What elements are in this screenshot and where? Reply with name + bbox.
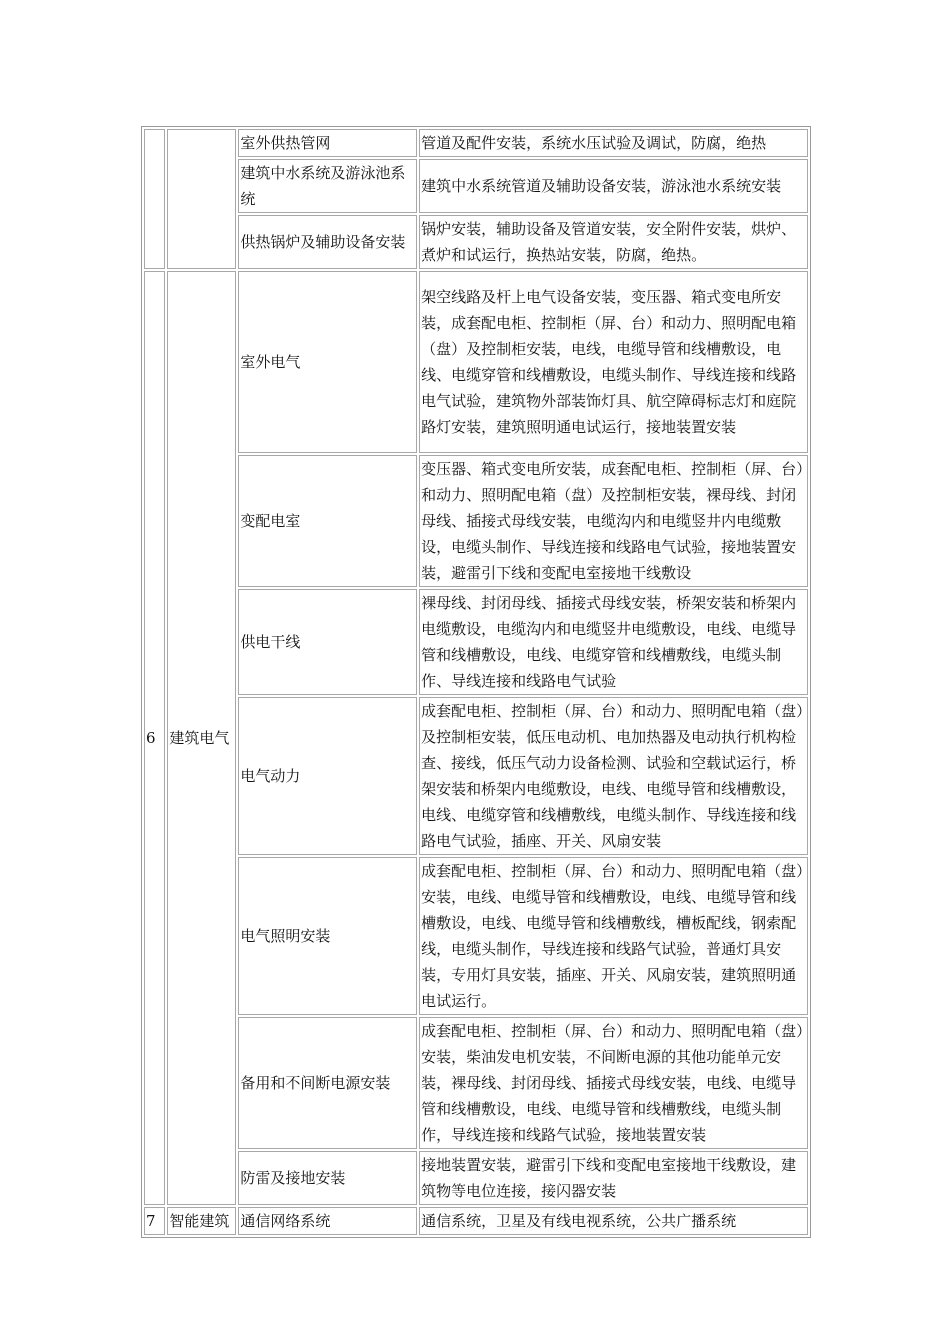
document-page <box>141 126 811 1238</box>
division-number-cell <box>144 129 165 269</box>
division-table <box>141 126 811 1238</box>
table-row <box>144 455 808 587</box>
subdivision-cell: 变配电室 <box>238 455 417 587</box>
division-name-cell: 智能建筑 <box>167 1207 236 1235</box>
subdivision-cell: 通信网络系统 <box>238 1207 417 1235</box>
content-cell: 接地装置安装，避雷引下线和变配电室接地干线敷设，建筑物等电位连接，接闪器安装 <box>419 1151 808 1205</box>
content-cell: 架空线路及杆上电气设备安装，变压器、箱式变电所安装，成套配电柜、控制柜（屏、台）和动力、照明配电箱（盘）及控制柜安装，电线，电缆导管和线槽敷设，电线、电缆穿管和线槽敷设，电缆头制作、导线连接和线路电气试验，建筑物外部装饰灯具、航空障碍标志灯和庭院路灯安装，建筑照明通电试运行，接地装置安装 <box>419 271 808 453</box>
subdivision-cell: 室外供热管网 <box>238 129 417 157</box>
content-cell: 成套配电柜、控制柜（屏、台）和动力、照明配电箱（盘）及控制柜安装，低压电动机、电加热器及电动执行机构检查、接线，低压气动力设备检测、试验和空载试运行，桥架安装和桥架内电缆敷设，电线、电缆导管和线槽敷设，电线、电缆穿管和线槽敷线，电缆头制作、导线连接和线路电气试验，插座、开关、风扇安装 <box>419 697 808 855</box>
division-name-cell <box>167 129 236 269</box>
table-row <box>144 589 808 695</box>
content-cell: 建筑中水系统管道及辅助设备安装，游泳池水系统安装 <box>419 159 808 213</box>
content-cell: 通信系统，卫星及有线电视系统，公共广播系统 <box>419 1207 808 1235</box>
subdivision-cell: 电气照明安装 <box>238 857 417 1015</box>
table-row <box>144 159 808 213</box>
division-number-cell: 7 <box>144 1207 165 1235</box>
subdivision-cell: 供热锅炉及辅助设备安装 <box>238 215 417 269</box>
content-cell: 变压器、箱式变电所安装，成套配电柜、控制柜（屏、台）和动力、照明配电箱（盘）及控制柜安装，裸母线、封闭母线、插接式母线安装，电缆沟内和电缆竖井内电缆敷设，电缆头制作、导线连接和线路电气试验，接地装置安装，避雷引下线和变配电室接地干线敷设 <box>419 455 808 587</box>
table-row <box>144 1207 808 1235</box>
subdivision-cell: 建筑中水系统及游泳池系统 <box>238 159 417 213</box>
content-cell: 裸母线、封闭母线、插接式母线安装，桥架安装和桥架内电缆敷设，电缆沟内和电缆竖井电缆敷设，电线、电缆导管和线槽敷设，电线、电缆穿管和线槽敷线，电缆头制作、导线连接和线路电气试验 <box>419 589 808 695</box>
table-row <box>144 1151 808 1205</box>
content-cell: 成套配电柜、控制柜（屏、台）和动力、照明配电箱（盘）安装，电线、电缆导管和线槽敷设，电线、电缆导管和线槽敷设，电线、电缆导管和线槽敷线，槽板配线，钢索配线，电缆头制作，导线连接和线路气试验，普通灯具安装，专用灯具安装，插座、开关、风扇安装，建筑照明通电试运行。 <box>419 857 808 1015</box>
division-number-cell: 6 <box>144 271 165 1205</box>
subdivision-cell: 供电干线 <box>238 589 417 695</box>
table-row <box>144 129 808 157</box>
subdivision-cell: 电气动力 <box>238 697 417 855</box>
subdivision-cell: 备用和不间断电源安装 <box>238 1017 417 1149</box>
table-row <box>144 697 808 855</box>
subdivision-cell: 室外电气 <box>238 271 417 453</box>
table-row <box>144 857 808 1015</box>
division-name-cell: 建筑电气 <box>167 271 236 1205</box>
subdivision-cell: 防雷及接地安装 <box>238 1151 417 1205</box>
content-cell: 成套配电柜、控制柜（屏、台）和动力、照明配电箱（盘）安装，柴油发电机安装，不间断电源的其他功能单元安装，裸母线、封闭母线、插接式母线安装，电线、电缆导管和线槽敷设，电线、电缆导管和线槽敷线，电缆头制作，导线连接和线路气试验，接地装置安装 <box>419 1017 808 1149</box>
table-row <box>144 215 808 269</box>
content-cell: 锅炉安装，辅助设备及管道安装，安全附件安装，烘炉、煮炉和试运行，换热站安装，防腐，绝热。 <box>419 215 808 269</box>
content-cell: 管道及配件安装，系统水压试验及调试，防腐，绝热 <box>419 129 808 157</box>
table-row <box>144 271 808 453</box>
table-row <box>144 1017 808 1149</box>
